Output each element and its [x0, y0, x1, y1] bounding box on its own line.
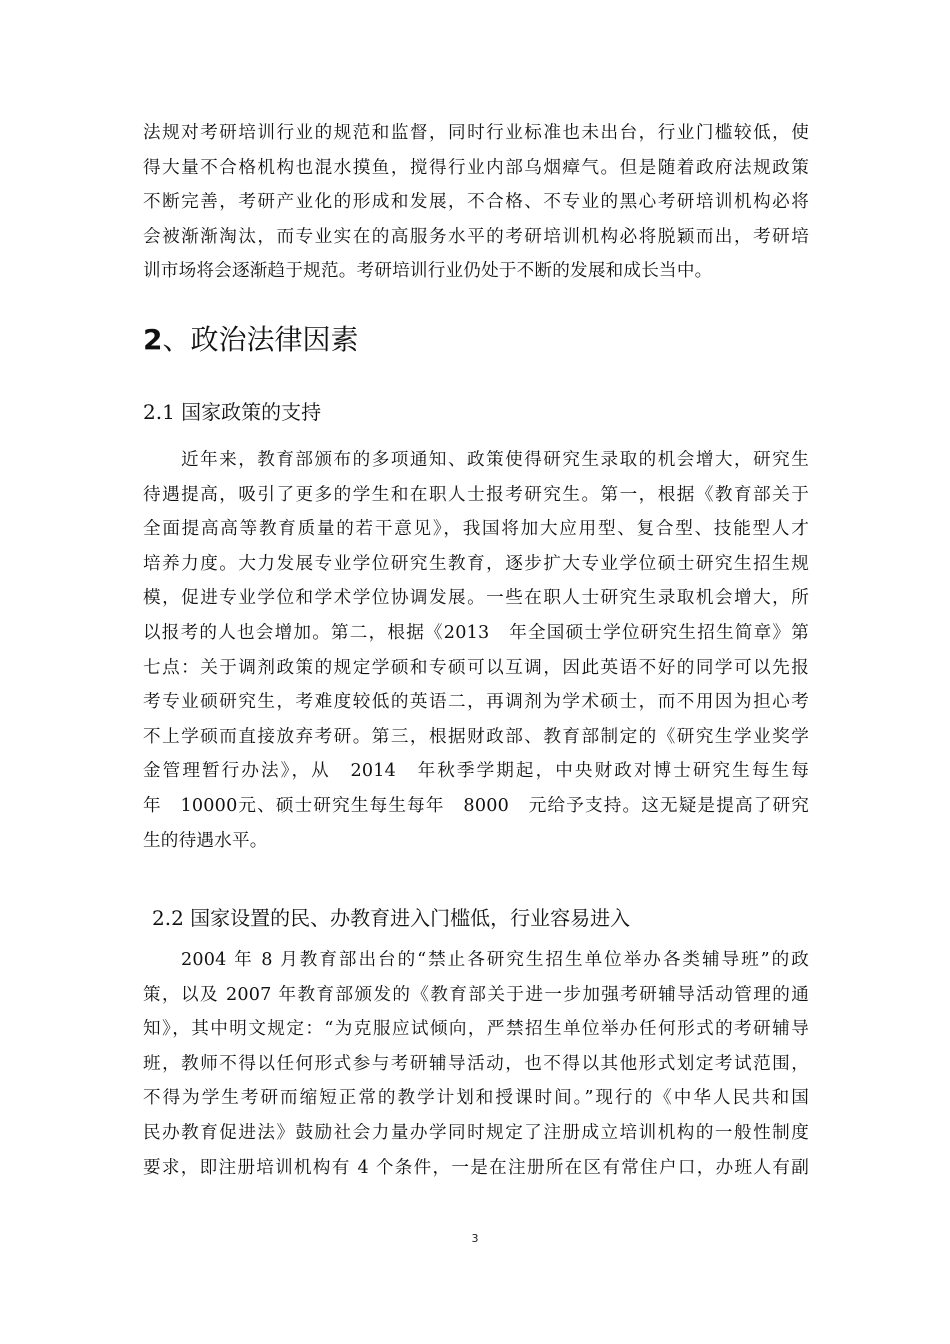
- paragraph-line: 年 10000元、硕士研究生每生每年 8000 元给予支持。这无疑是提高了研究: [143, 795, 809, 816]
- paragraph-line: 会被渐渐淘汰，而专业实在的高服务水平的考研培训机构必将脱颖而出，考研培: [143, 226, 809, 247]
- paragraph-line: 全面提高高等教育质量的若干意见》，我国将加大应用型、复合型、技能型人才: [143, 519, 809, 540]
- section-heading-title: 、政治法律因素: [162, 323, 359, 356]
- page-number: 3: [471, 1232, 479, 1245]
- paragraph-line: 要求，即注册培训机构有 4 个条件，一是在注册所在区有常住户口，办班人有副: [143, 1157, 809, 1178]
- paragraph-line: 班，教师不得以任何形式参与考研辅导活动，也不得以其他形式划定考试范围，: [143, 1053, 809, 1074]
- paragraph-line: 2004 年 8 月教育部出台的“禁止各研究生招生单位举办各类辅导班”的政: [181, 950, 809, 970]
- paragraph-intro: [143, 116, 809, 289]
- paragraph-2-1: [143, 443, 809, 858]
- paragraph-line: 得大量不合格机构也混水摸鱼，搅得行业内部乌烟瘴气。但是随着政府法规政策: [143, 157, 809, 178]
- paragraph-line: 模，促进专业学位和学术学位协调发展。一些在职人士研究生录取机会增大，所: [143, 588, 809, 609]
- paragraph-line: 以报考的人也会增加。第二，根据《2013 年全国硕士学位研究生招生简章》第: [143, 622, 809, 643]
- paragraph-line: 培养力度。大力发展专业学位研究生教育，逐步扩大专业学位硕士研究生招生规: [143, 553, 809, 574]
- paragraph-line: 待遇提高，吸引了更多的学生和在职人士报考研究生。第一，根据《教育部关于: [143, 484, 809, 505]
- section-heading: [143, 318, 359, 358]
- paragraph-line: 生的待遇水平。: [143, 830, 268, 851]
- paragraph-line: 民办教育促进法》鼓励社会力量办学同时规定了注册成立培训机构的一般性制度: [143, 1122, 809, 1143]
- paragraph-line: 七点：关于调剂政策的规定学硕和专硕可以互调，因此英语不好的同学可以先报: [143, 657, 809, 678]
- paragraph-2-2: [143, 943, 809, 1185]
- subsection-heading-2-1: 2.1 国家政策的支持: [143, 400, 322, 424]
- paragraph-line: 金管理暂行办法》，从 2014 年秋季学期起，中央财政对博士研究生每生每: [143, 761, 809, 782]
- paragraph-line: 知》，其中明文规定：“为克服应试倾向，严禁招生单位举办任何形式的考研辅导: [143, 1019, 809, 1040]
- subsection-heading-2-2: 2.2 国家设置的民、办教育进入门槛低，行业容易进入: [152, 906, 631, 930]
- paragraph-line: 考专业硕研究生，考难度较低的英语二，再调剂为学术硕士，而不用因为担心考: [143, 692, 809, 713]
- paragraph-line: 策，以及 2007 年教育部颁发的《教育部关于进一步加强考研辅导活动管理的通: [143, 984, 809, 1005]
- paragraph-line: 不上学硕而直接放弃考研。第三，根据财政部、教育部制定的《研究生学业奖学: [143, 726, 809, 747]
- paragraph-line: 法规对考研培训行业的规范和监督，同时行业标准也未出台，行业门槛较低，使: [143, 123, 809, 143]
- paragraph-line: 训市场将会逐渐趋于规范。考研培训行业仍处于不断的发展和成长当中。: [143, 261, 713, 282]
- paragraph-line: 不得为学生考研而缩短正常的教学计划和授课时间。”现行的《中华人民共和国: [143, 1088, 809, 1109]
- paragraph-line: 近年来，教育部颁布的多项通知、政策使得研究生录取的机会增大，研究生: [181, 450, 809, 470]
- section-heading-number: 2: [143, 323, 163, 356]
- paragraph-line: 不断完善，考研产业化的形成和发展，不合格、不专业的黑心考研培训机构必将: [143, 192, 809, 213]
